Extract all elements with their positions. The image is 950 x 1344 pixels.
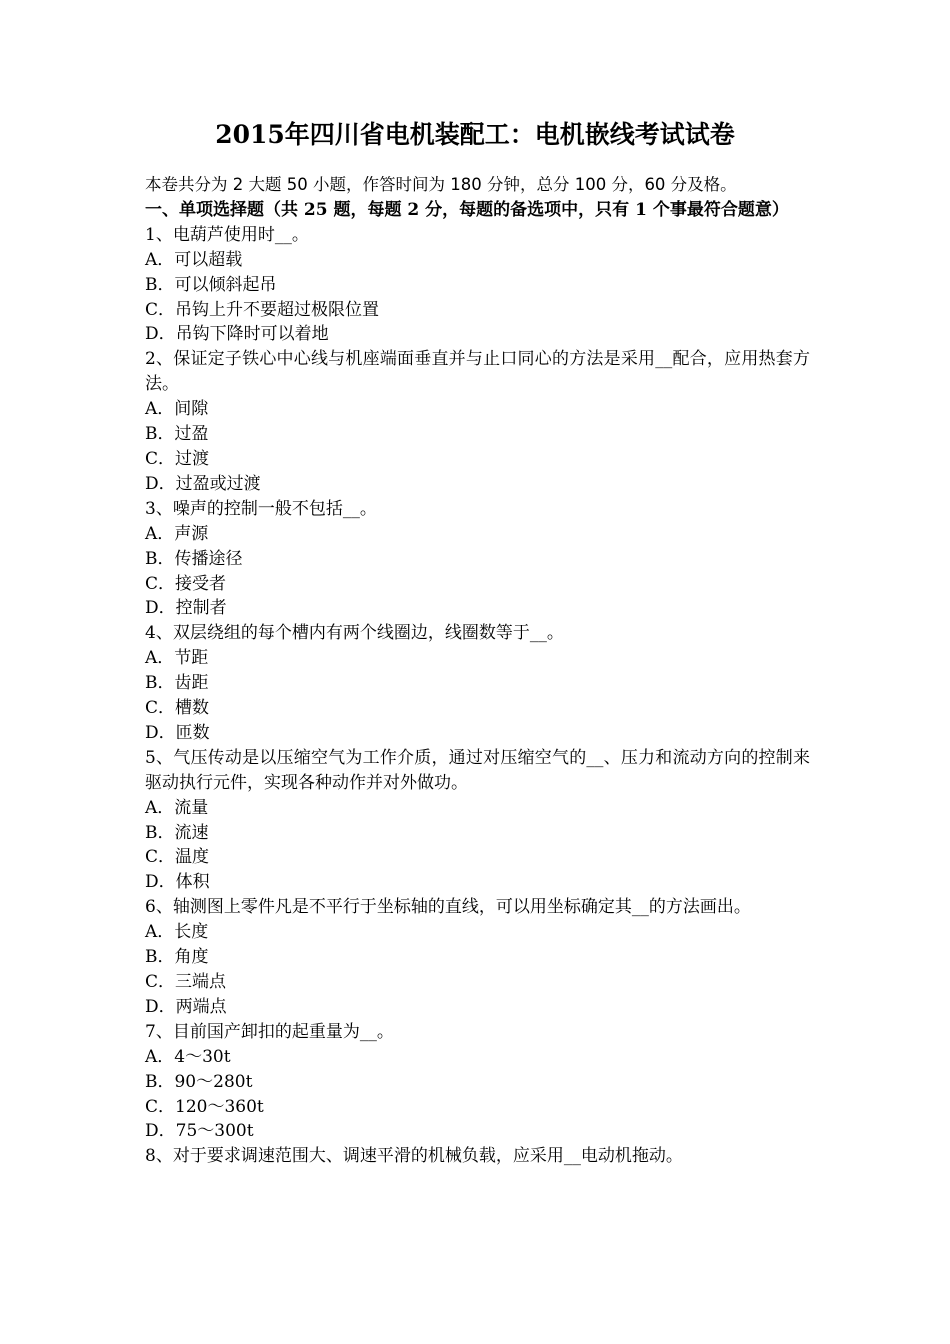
option-b: B．齿距 bbox=[145, 673, 209, 694]
question-stem: 1、电葫芦使用时__。 bbox=[145, 224, 309, 245]
question-7 bbox=[145, 1020, 810, 1145]
option-d: D．两端点 bbox=[145, 996, 227, 1017]
option-a: A．节距 bbox=[145, 648, 209, 669]
question-stem: 6、轴测图上零件凡是不平行于坐标轴的直线，可以用坐标确定其__的方法画出。 bbox=[145, 897, 751, 918]
option-d: D．75～300t bbox=[145, 1121, 254, 1142]
question-8 bbox=[145, 1144, 810, 1169]
question-stem: 7、目前国产卸扣的起重量为__。 bbox=[145, 1021, 394, 1042]
option-c: C．过渡 bbox=[145, 448, 210, 469]
option-a: A．可以超载 bbox=[145, 249, 243, 270]
option-d: D．匝数 bbox=[145, 722, 210, 743]
option-a: A．长度 bbox=[145, 922, 209, 943]
exam-intro: 本卷共分为 2 大题 50 小题，作答时间为 180 分钟，总分 100 分，60 分及格。 bbox=[145, 175, 737, 194]
option-b: B．流速 bbox=[145, 822, 209, 843]
option-c: C．接受者 bbox=[145, 573, 227, 594]
question-stem: 4、双层绕组的每个槽内有两个线圈边，线圈数等于__。 bbox=[145, 623, 564, 644]
option-b: B．可以倾斜起吊 bbox=[145, 274, 277, 295]
option-a: A．间隙 bbox=[145, 399, 209, 420]
question-stem: 5、气压传动是以压缩空气为工作介质，通过对压缩空气的__、压力和流动方向的控制来驱动执行元件，实现各种动作并对外做功。 bbox=[145, 747, 810, 793]
question-3 bbox=[145, 497, 810, 622]
option-c: C．温度 bbox=[145, 847, 210, 868]
option-b: B．传播途径 bbox=[145, 548, 243, 569]
document-title: 2015年四川省电机装配工：电机嵌线考试试卷 bbox=[215, 120, 735, 149]
section-heading: 一、单项选择题（共 25 题，每题 2 分，每题的备选项中，只有 1 个事最符合题意） bbox=[145, 199, 789, 220]
option-d: D．控制者 bbox=[145, 598, 227, 619]
option-d: D．过盈或过渡 bbox=[145, 473, 261, 494]
question-stem: 2、保证定子铁心中心线与机座端面垂直并与止口同心的方法是采用__配合，应用热套方法。 bbox=[145, 349, 810, 395]
option-d: D．体积 bbox=[145, 872, 210, 893]
option-b: B．90～280t bbox=[145, 1071, 253, 1092]
option-a: A．4～30t bbox=[145, 1046, 231, 1067]
question-stem: 8、对于要求调速范围大、调速平滑的机械负载，应采用__电动机拖动。 bbox=[145, 1146, 683, 1167]
option-b: B．角度 bbox=[145, 947, 209, 968]
option-a: A．流量 bbox=[145, 797, 209, 818]
option-c: C．吊钩上升不要超过极限位置 bbox=[145, 299, 380, 320]
document-body bbox=[145, 173, 810, 1169]
question-5 bbox=[145, 746, 810, 895]
option-d: D．吊钩下降时可以着地 bbox=[145, 324, 329, 345]
question-4 bbox=[145, 621, 810, 746]
question-6 bbox=[145, 895, 810, 1020]
question-stem: 3、噪声的控制一般不包括__。 bbox=[145, 498, 377, 519]
question-2 bbox=[145, 347, 810, 496]
option-c: C．槽数 bbox=[145, 698, 210, 719]
question-1 bbox=[145, 223, 810, 348]
option-c: C．120～360t bbox=[145, 1096, 264, 1117]
option-a: A．声源 bbox=[145, 523, 209, 544]
option-b: B．过盈 bbox=[145, 424, 209, 445]
option-c: C．三端点 bbox=[145, 972, 227, 992]
